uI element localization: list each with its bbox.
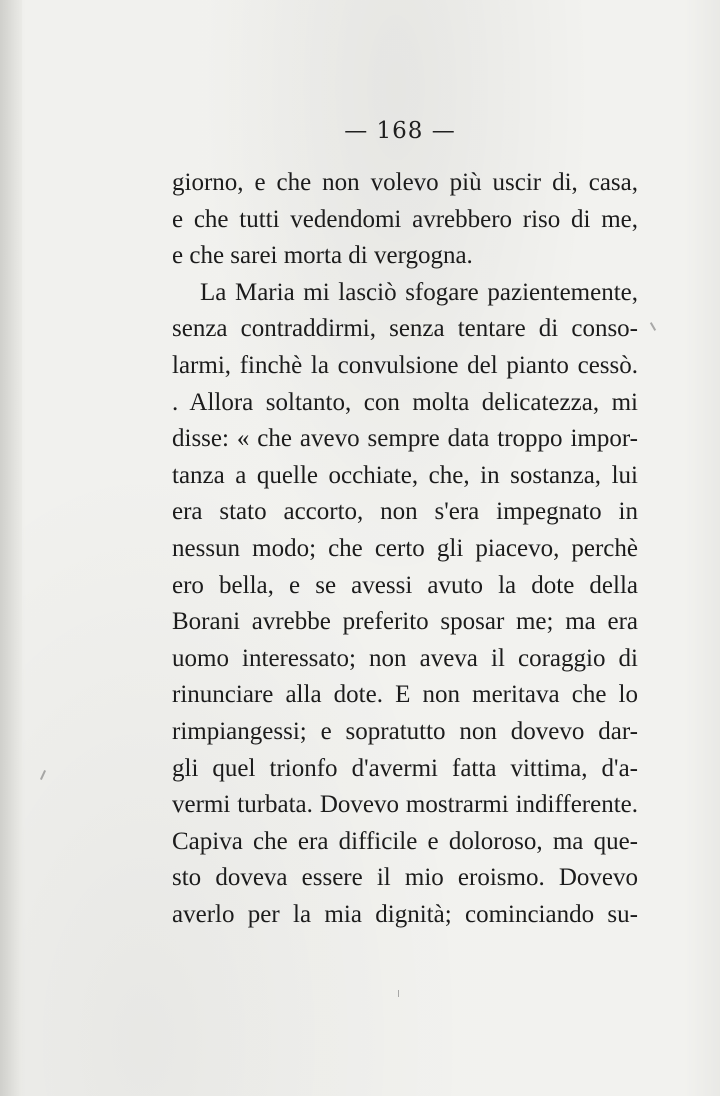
text-line: rinunciare alla dote. E non meritava che lo (172, 681, 638, 709)
text-line: rimpiangessi; e sopratutto non dovevo dar- (172, 717, 638, 745)
text-line: era stato accorto, non s'era impegnato in (172, 498, 638, 526)
text-line: e che tutti vedendomi avrebbero riso di me, (172, 205, 638, 233)
text-line: sto doveva essere il mio eroismo. Dovevo (172, 864, 638, 892)
text-line: . Allora soltanto, con molta delicatezza, mi (172, 388, 638, 416)
text-line: disse: « che avevo sempre data troppo impor- (172, 425, 638, 453)
text-line: La Maria mi lasciò sfogare pazientemente, (200, 278, 638, 306)
text-line: giorno, e che non volevo più uscir di, casa, (172, 169, 638, 196)
page-number: — 168 — (344, 118, 456, 144)
page-gutter-shadow (0, 0, 22, 1096)
text-line: senza contraddirmi, senza tentare di conso- (172, 315, 638, 343)
text-line: uomo interessato; non aveva il coraggio di (172, 644, 638, 672)
text-line: averlo per la mia dignità; cominciando su- (172, 900, 638, 928)
text-line: tanza a quelle occhiate, che, in sostanza, lui (172, 461, 638, 489)
text-line: nessun modo; che certo gli piacevo, perchè (172, 534, 638, 562)
text-line: vermi turbata. Dovevo mostrarmi indifferente. (172, 791, 638, 819)
text-line: ero bella, e se avessi avuto la dote della (172, 571, 638, 599)
paper-speck (398, 990, 399, 997)
paper-speck (40, 770, 46, 780)
text-line: gli quel trionfo d'avermi fatta vittima, d'a- (172, 754, 638, 782)
text-line: larmi, finchè la convulsione del pianto cessò. (172, 351, 638, 379)
text-line: Borani avrebbe preferito sposar me; ma era (172, 608, 638, 636)
text-line: e che sarei morta di vergogna. (172, 242, 473, 270)
body-text (172, 165, 638, 933)
paper-speck (650, 322, 656, 331)
text-line: Capiva che era difficile e doloroso, ma que- (172, 827, 638, 855)
